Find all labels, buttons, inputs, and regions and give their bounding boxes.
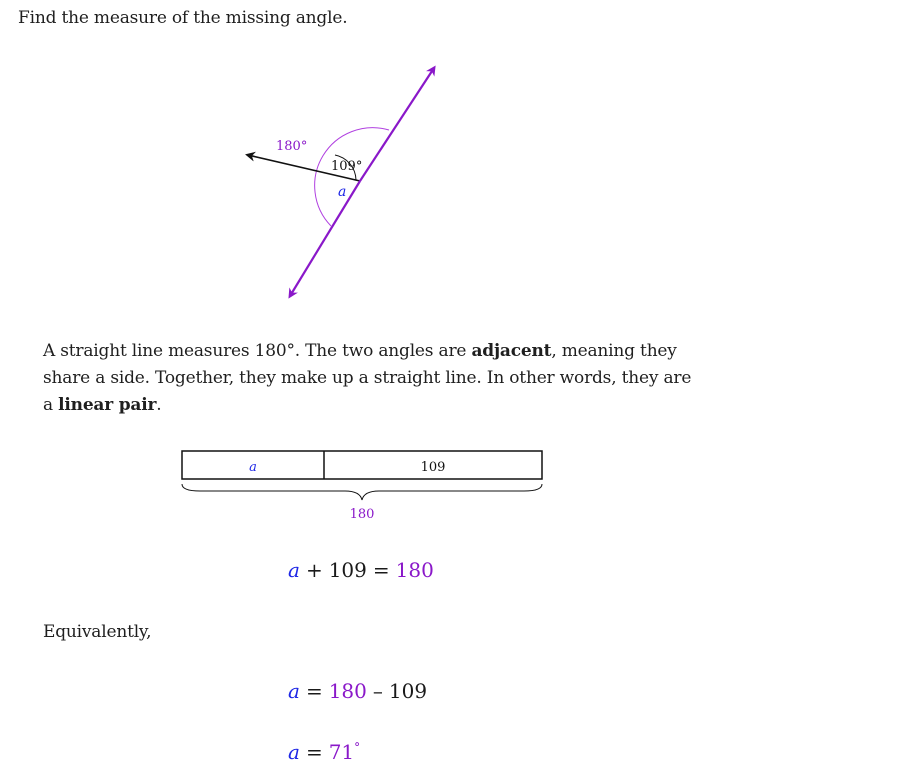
angle-figure xyxy=(0,0,914,330)
label-180: 180° xyxy=(276,139,308,154)
eq2-total: 180 xyxy=(328,679,367,703)
tape-label-a: a xyxy=(249,460,257,475)
eq3-a: a xyxy=(288,740,300,764)
tape-diagram xyxy=(0,440,914,530)
question-text: Find the measure of the missing angle. xyxy=(18,8,348,28)
eq2-minus: – xyxy=(372,679,383,703)
eq1-a: a xyxy=(288,558,300,582)
tape-box xyxy=(182,451,542,479)
eq2-known: 109 xyxy=(388,679,428,703)
explanation-part3: . xyxy=(156,395,162,415)
explanation-part2: , meaning they share a side. Together, they make up a straight line. In other words, they are a xyxy=(43,341,692,415)
eq1-known: 109 xyxy=(328,558,367,582)
explanation-part1: A straight line measures 180°. The two angles are xyxy=(43,341,472,361)
equation-result xyxy=(288,740,360,764)
eq1-equals: = xyxy=(372,558,390,582)
label-109: 109° xyxy=(331,159,363,174)
term-adjacent: adjacent xyxy=(471,341,552,361)
equivalently-text: Equivalently, xyxy=(43,622,152,642)
eq1-plus: + xyxy=(305,558,323,582)
tape-brace xyxy=(182,484,542,500)
eq3-equals: = xyxy=(305,740,323,764)
equation-difference xyxy=(288,679,427,703)
tape-label-180: 180 xyxy=(349,507,375,522)
explanation-paragraph xyxy=(43,338,703,419)
label-a: a xyxy=(338,184,347,200)
equation-sum xyxy=(288,558,434,582)
eq3-result: 71 xyxy=(328,740,355,764)
straight-line-lower xyxy=(290,181,360,296)
straight-line-upper xyxy=(360,68,434,181)
arc-180 xyxy=(315,128,389,226)
eq1-total: 180 xyxy=(395,558,434,582)
tape-label-109: 109 xyxy=(420,460,446,475)
eq2-equals: = xyxy=(305,679,323,703)
eq2-a: a xyxy=(288,679,300,703)
term-linear-pair: linear pair xyxy=(58,395,157,415)
eq3-degree: ° xyxy=(354,740,361,755)
